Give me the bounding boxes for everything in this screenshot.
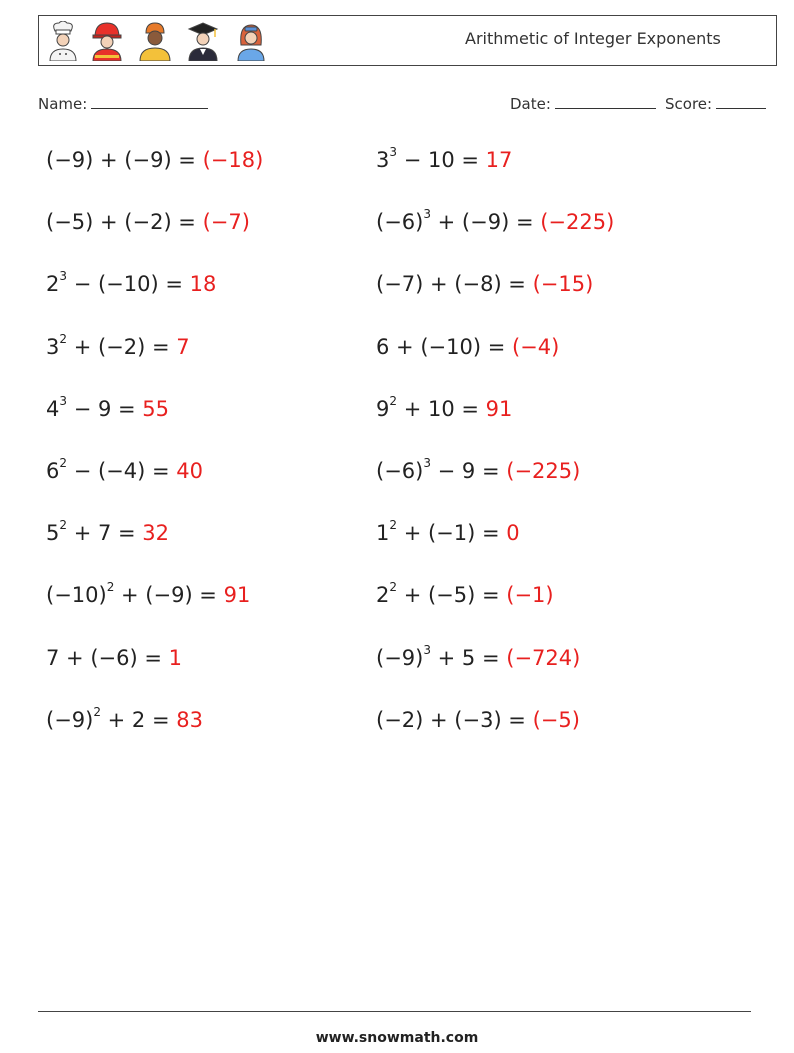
footer-website: www.snowmath.com bbox=[315, 1030, 479, 1046]
firefighter-avatar-icon bbox=[89, 21, 125, 61]
problem-expression: − 10 = bbox=[397, 148, 486, 172]
problem-item bbox=[376, 272, 593, 296]
problem-expression: − (−10) = bbox=[67, 272, 190, 297]
problem-answer: (−5) bbox=[532, 707, 580, 732]
date-field[interactable] bbox=[510, 94, 656, 113]
problem-item bbox=[376, 708, 580, 732]
pilot-avatar-icon bbox=[233, 21, 269, 61]
problem-answer: (−15) bbox=[532, 272, 594, 297]
problem-item bbox=[376, 207, 615, 235]
problem-expression: + (−9) = bbox=[430, 210, 541, 235]
date-blank[interactable] bbox=[555, 94, 656, 109]
problem-answer: 18 bbox=[189, 272, 217, 297]
problem-expression: + (−5) = bbox=[397, 583, 507, 608]
problem-answer: 91 bbox=[485, 396, 513, 421]
chef-avatar-icon bbox=[45, 21, 81, 61]
problem-expression: − 9 = bbox=[67, 396, 143, 421]
problem-base: 2 bbox=[376, 583, 390, 608]
graduate-avatar-icon bbox=[185, 21, 221, 61]
problem-expression: + 5 = bbox=[430, 645, 507, 670]
problem-answer: 83 bbox=[176, 707, 203, 732]
problem-answer: 32 bbox=[142, 521, 170, 546]
problem-exponent: 3 bbox=[59, 269, 68, 284]
problem-base: 2 bbox=[46, 272, 60, 297]
problem-base: (−6) bbox=[376, 210, 424, 235]
problem-base: (−9) bbox=[46, 148, 94, 172]
footer-divider bbox=[38, 1011, 751, 1012]
problem-exponent: 2 bbox=[389, 518, 398, 533]
problem-answer: (−225) bbox=[540, 210, 615, 235]
problem-base: 4 bbox=[46, 396, 60, 421]
worksheet-title: Arithmetic of Integer Exponents bbox=[465, 29, 721, 48]
problem-exponent: 2 bbox=[389, 580, 398, 595]
problem-exponent: 2 bbox=[59, 331, 68, 346]
problem-expression: + (−3) = bbox=[423, 707, 533, 732]
problem-item bbox=[46, 518, 170, 546]
problem-expression: + (−2) = bbox=[93, 210, 203, 235]
name-label: Name: bbox=[38, 95, 88, 113]
problem-base: (−9) bbox=[46, 707, 94, 732]
problem-exponent: 2 bbox=[59, 518, 68, 533]
problem-exponent: 3 bbox=[423, 207, 431, 222]
problem-answer: 55 bbox=[142, 396, 170, 421]
problem-base: 6 bbox=[376, 334, 390, 359]
problem-exponent: 2 bbox=[389, 393, 398, 408]
problem-expression: + (−2) = bbox=[67, 334, 177, 359]
problem-base: (−2) bbox=[376, 707, 424, 732]
problem-base: 6 bbox=[46, 459, 60, 483]
problem-exponent: 2 bbox=[93, 704, 101, 719]
problem-item bbox=[46, 456, 203, 483]
problem-exponent: 3 bbox=[423, 642, 431, 657]
problem-answer: 91 bbox=[223, 583, 251, 608]
problem-exponent: 3 bbox=[423, 456, 431, 470]
problem-base: 9 bbox=[376, 396, 390, 421]
problem-answer: (−1) bbox=[506, 583, 554, 608]
problem-item bbox=[46, 269, 217, 297]
problem-expression: − 9 = bbox=[430, 459, 507, 483]
problem-base: 1 bbox=[376, 521, 390, 546]
problem-item bbox=[376, 145, 513, 172]
problem-answer: (−225) bbox=[506, 459, 581, 483]
problem-item bbox=[376, 393, 513, 421]
problem-answer: 1 bbox=[168, 645, 182, 670]
score-label: Score: bbox=[665, 95, 713, 113]
problem-item bbox=[46, 331, 190, 359]
problem-base: (−5) bbox=[46, 210, 94, 235]
problem-base: (−6) bbox=[376, 459, 424, 483]
problem-base: 5 bbox=[46, 521, 60, 546]
problem-expression: + (−9) = bbox=[93, 148, 203, 172]
problem-base: 3 bbox=[46, 334, 60, 359]
worker-avatar-icon bbox=[137, 21, 173, 61]
problem-expression: + 10 = bbox=[397, 396, 486, 421]
problem-item bbox=[46, 580, 251, 608]
problem-expression: + (−6) = bbox=[59, 645, 169, 670]
problem-base: 7 bbox=[46, 645, 60, 670]
problem-item bbox=[376, 335, 559, 359]
problem-item bbox=[46, 210, 250, 234]
problem-expression: + (−1) = bbox=[397, 521, 507, 546]
worksheet-header bbox=[38, 15, 777, 66]
problem-answer: (−7) bbox=[202, 210, 250, 235]
problem-item bbox=[376, 518, 520, 546]
problem-expression: + 2 = bbox=[100, 707, 177, 732]
problem-answer: (−4) bbox=[511, 334, 560, 359]
name-field[interactable] bbox=[38, 94, 208, 113]
problem-base: (−7) bbox=[376, 272, 424, 297]
problem-item bbox=[46, 393, 170, 421]
problem-exponent: 2 bbox=[59, 456, 68, 470]
problem-expression: + (−8) = bbox=[423, 272, 533, 297]
problem-base: (−10) bbox=[46, 583, 107, 608]
problem-expression: + 7 = bbox=[67, 521, 143, 546]
problem-answer: 40 bbox=[176, 459, 203, 483]
problem-exponent: 2 bbox=[106, 580, 115, 595]
problem-answer: (−18) bbox=[202, 148, 264, 172]
date-label: Date: bbox=[510, 95, 551, 113]
problem-item bbox=[376, 642, 581, 670]
problem-item bbox=[376, 456, 581, 483]
problem-expression: + (−10) = bbox=[389, 334, 512, 359]
problem-answer: 0 bbox=[506, 521, 520, 546]
problem-item bbox=[46, 646, 182, 670]
problem-expression: + (−9) = bbox=[114, 583, 224, 608]
problem-item bbox=[46, 148, 263, 172]
problem-base: 3 bbox=[376, 148, 390, 172]
problem-base: (−9) bbox=[376, 645, 424, 670]
problem-item bbox=[376, 580, 554, 608]
problem-answer: (−724) bbox=[506, 645, 581, 670]
problem-answer: 17 bbox=[485, 148, 513, 172]
score-blank[interactable] bbox=[716, 94, 766, 109]
problem-expression: − (−4) = bbox=[67, 459, 177, 483]
problem-exponent: 3 bbox=[389, 145, 398, 159]
problem-answer: 7 bbox=[176, 334, 190, 359]
problem-exponent: 3 bbox=[59, 393, 68, 408]
problem-item bbox=[46, 704, 203, 732]
name-blank[interactable] bbox=[91, 94, 208, 109]
score-field[interactable] bbox=[665, 94, 766, 113]
